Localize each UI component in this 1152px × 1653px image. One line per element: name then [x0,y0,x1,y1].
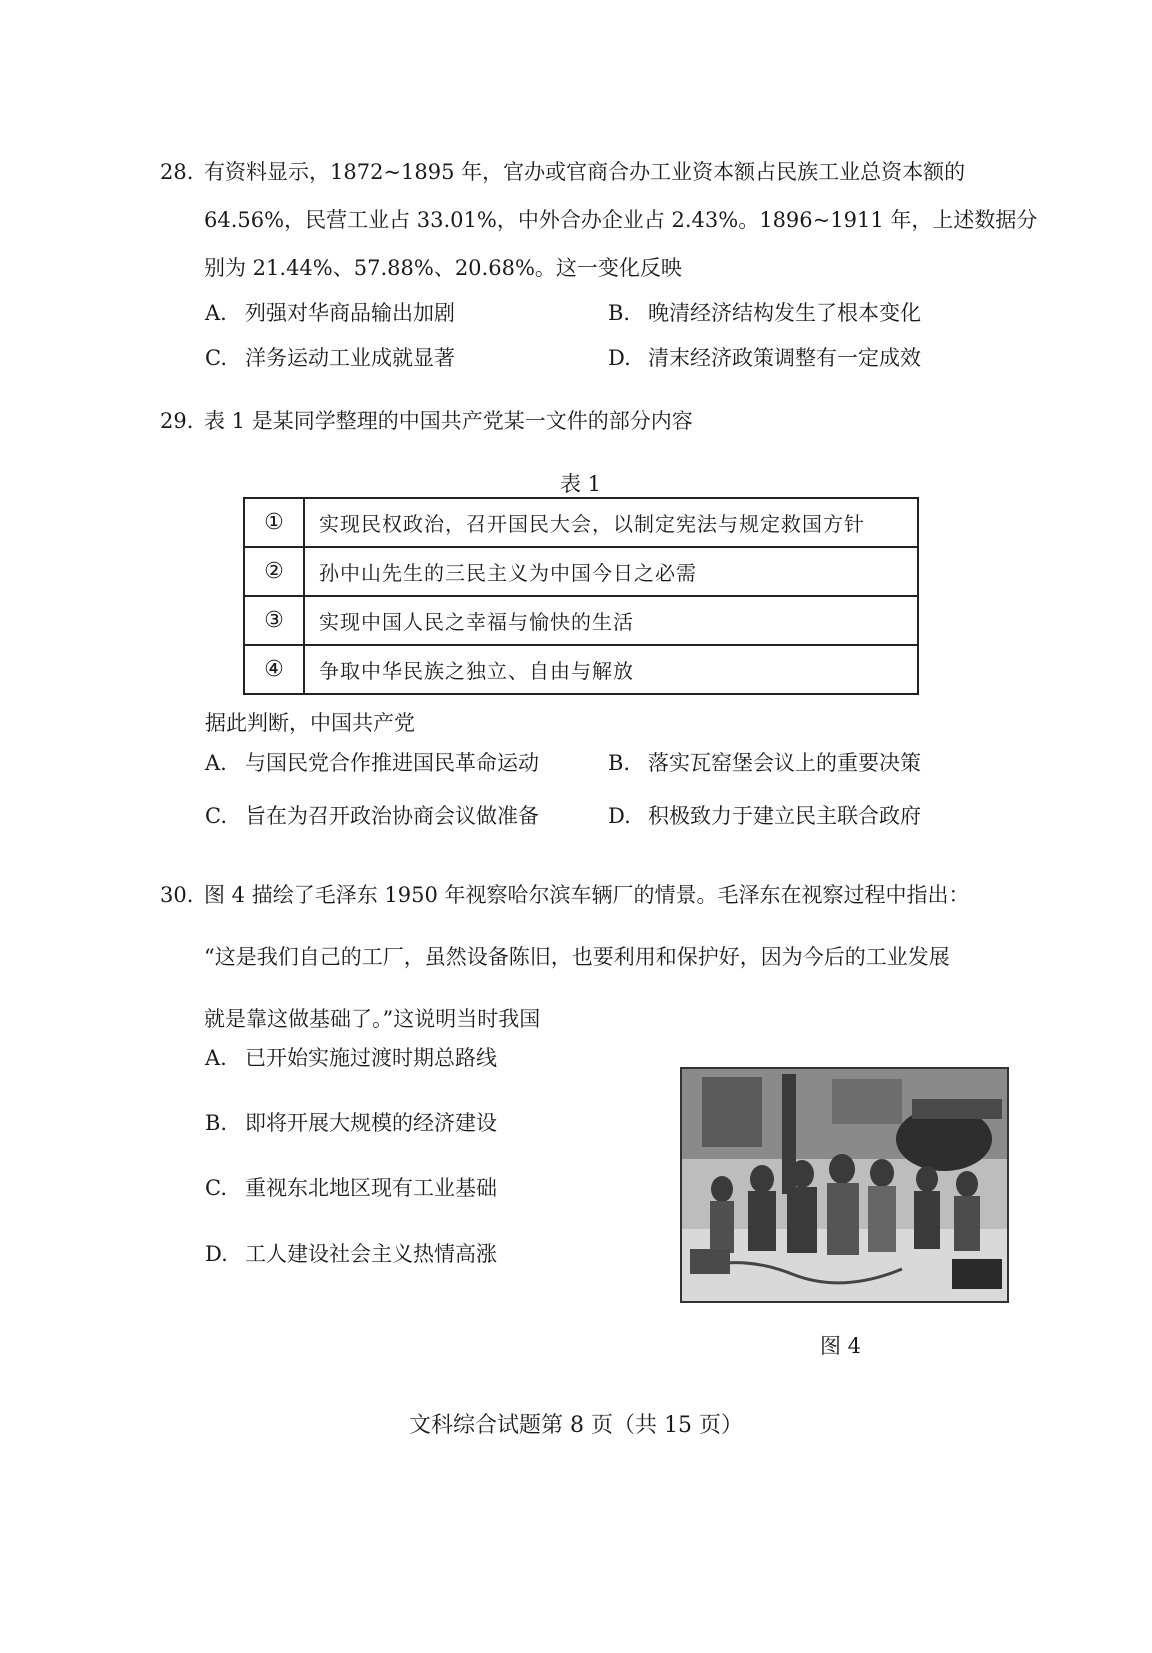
question-stem-line: “这是我们自己的工厂，虽然设备陈旧，也要利用和保护好，因为今后的工业发展 [204,945,950,969]
option-b[interactable]: B. 即将开展大规模的经济建设 [205,1111,497,1135]
option-c[interactable]: C. 洋务运动工业成就显著 [205,346,455,370]
option-b[interactable]: B. 晚清经济结构发生了根本变化 [608,301,921,325]
table-row: ② 孙中山先生的三民主义为中国今日之必需 [244,547,918,596]
factory-illustration [680,1067,1009,1303]
question-stem-line: 图 4 描绘了毛泽东 1950 年视察哈尔滨车辆厂的情景。毛泽东在视察过程中指出： [204,883,970,907]
question-stem-line: 别为 21.44%、57.88%、20.68%。这一变化反映 [204,256,682,280]
option-a[interactable]: A. 与国民党合作推进国民革命运动 [205,751,539,775]
table-row: ④ 争取中华民族之独立、自由与解放 [244,645,918,694]
question-number: 28. [160,160,194,184]
option-a[interactable]: A. 列强对华商品输出加剧 [205,301,455,325]
option-a[interactable]: A. 已开始实施过渡时期总路线 [205,1046,497,1070]
factory-scene-image [682,1069,1007,1301]
option-b[interactable]: B. 落实瓦窑堡会议上的重要决策 [608,751,921,775]
table-1 [243,497,919,695]
option-c[interactable]: C. 重视东北地区现有工业基础 [205,1176,497,1200]
question-29 [160,397,1040,445]
option-d[interactable]: D. 工人建设社会主义热情高涨 [205,1242,497,1266]
option-d[interactable]: D. 清末经济政策调整有一定成效 [608,346,921,370]
question-number: 29. [160,409,194,433]
question-stem-line: 就是靠这做基础了。”这说明当时我国 [204,1007,541,1031]
question-stem-line: 表 1 是某同学整理的中国共产党某一文件的部分内容 [204,409,693,433]
question-stem-line: 64.56%，民营工业占 33.01%，中外合办企业占 2.43%。1896~1911 年，上述数据分 [204,208,1038,232]
question-intro: 据此判断，中国共产党 [205,711,415,735]
question-stem-line: 有资料显示，1872~1895 年，官办或官商合办工业资本额占民族工业总资本额的 [204,160,966,184]
figure-caption: 图 4 [820,1334,862,1358]
page-footer: 文科综合试题第 8 页（共 15 页） [409,1413,743,1438]
question-30 [160,864,1040,1050]
option-d[interactable]: D. 积极致力于建立民主联合政府 [608,804,921,828]
question-number: 30. [160,883,194,907]
question-28 [160,148,1040,292]
table-row: ③ 实现中国人民之幸福与愉快的生活 [244,596,918,645]
table-row: ① 实现民权政治，召开国民大会，以制定宪法与规定救国方针 [244,498,918,547]
option-c[interactable]: C. 旨在为召开政治协商会议做准备 [205,804,539,828]
table-title: 表 1 [560,472,602,496]
